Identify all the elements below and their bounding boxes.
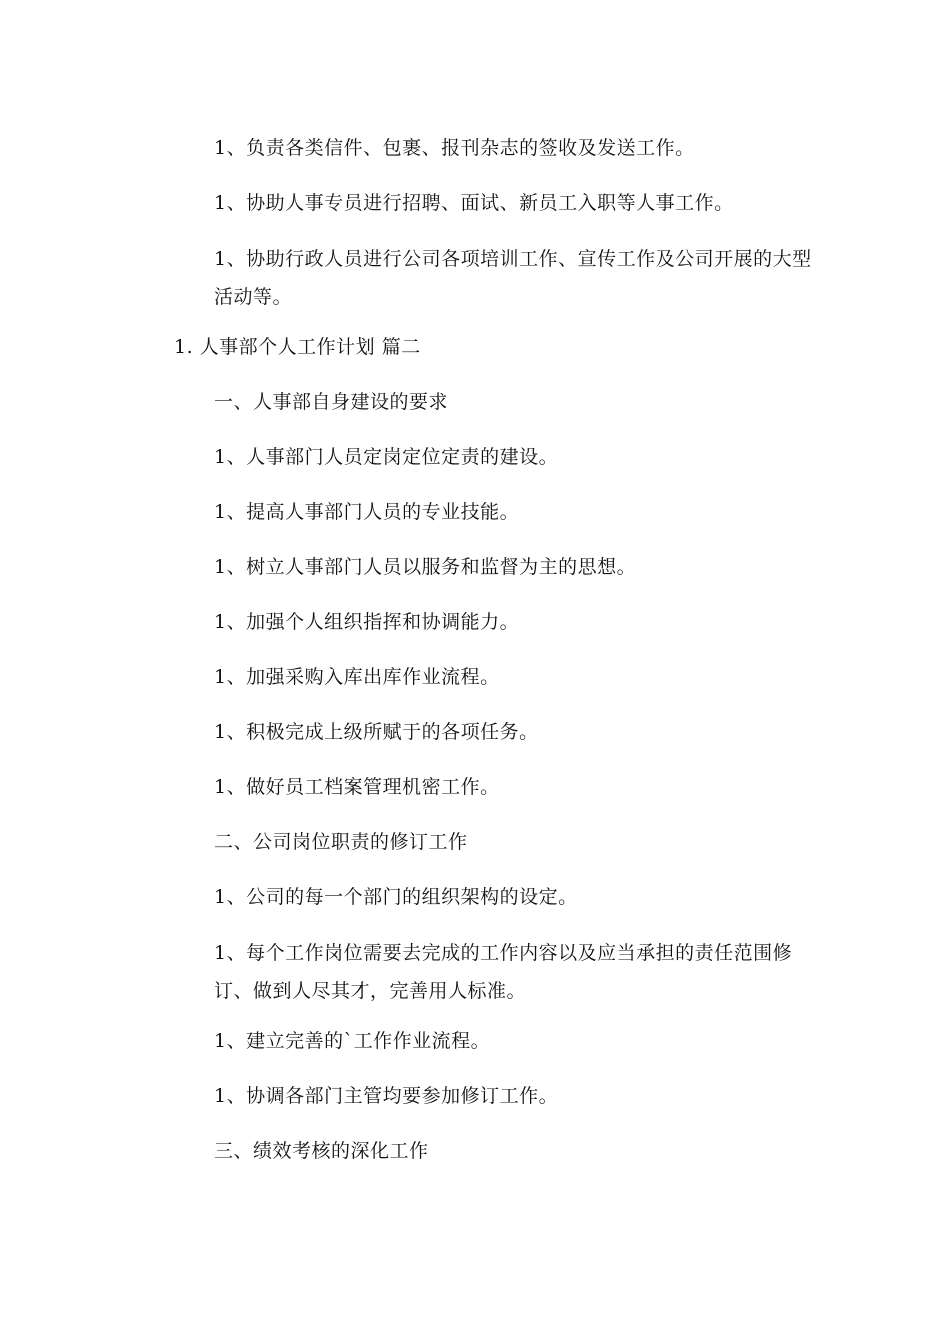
heading-job-duty-revision: 二、公司岗位职责的修订工作 [214, 831, 468, 853]
paragraph-complete-tasks: 1、积极完成上级所赋于的各项任务。 [214, 721, 539, 743]
heading-dept-self-building: 一、人事部自身建设的要求 [214, 391, 449, 413]
paragraph-skill-improvement: 1、提高人事部门人员的专业技能。 [214, 501, 520, 523]
paragraph-mail-handling: 1、负责各类信件、包裹、报刊杂志的签收及发送工作。 [214, 137, 695, 159]
paragraph-archive-confidentiality: 1、做好员工档案管理机密工作。 [214, 776, 500, 798]
paragraph-recruitment-assist: 1、协助人事专员进行招聘、面试、新员工入职等人事工作。 [214, 192, 734, 214]
paragraph-training-assist [137, 240, 827, 316]
paragraph-managers-participate: 1、协调各部门主管均要参加修订工作。 [214, 1085, 559, 1107]
paragraph-job-content-revision [137, 934, 827, 1010]
section-title-plan-part-two: 1. 人事部个人工作计划 篇二 [174, 336, 421, 358]
paragraph-workflow-setup: 1、建立完善的`工作作业流程。 [214, 1030, 491, 1052]
paragraph-role-definition: 1、人事部门人员定岗定位定责的建设。 [214, 446, 559, 468]
paragraph-coordination-ability: 1、加强个人组织指挥和协调能力。 [214, 611, 520, 633]
paragraph-job-content-revision-text: 1、每个工作岗位需要去完成的工作内容以及应当承担的责任范围修订、做到人尽其才，完善用人标准。 [214, 942, 793, 1002]
heading-performance-review: 三、绩效考核的深化工作 [214, 1140, 429, 1162]
paragraph-org-structure: 1、公司的每一个部门的组织架构的设定。 [214, 886, 578, 908]
paragraph-training-assist-text: 1、协助行政人员进行公司各项培训工作、宣传工作及公司开展的大型活动等。 [214, 248, 812, 308]
paragraph-procurement-process: 1、加强采购入库出库作业流程。 [214, 666, 500, 688]
paragraph-service-mindset: 1、树立人事部门人员以服务和监督为主的思想。 [214, 556, 637, 578]
